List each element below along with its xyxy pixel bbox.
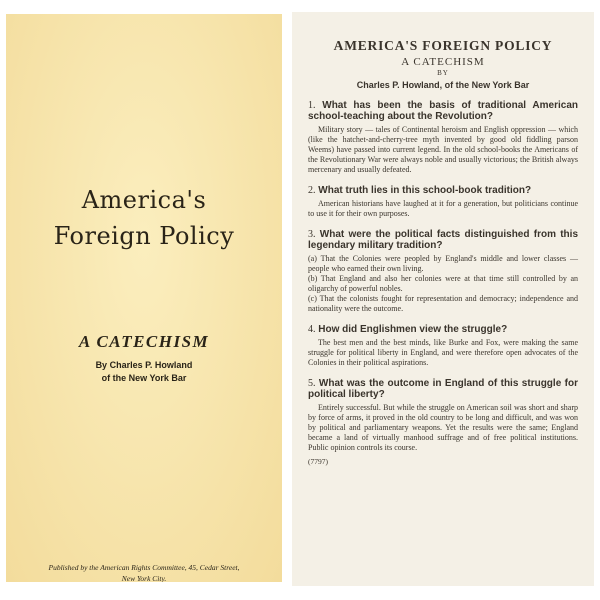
question-3	[308, 229, 578, 251]
cover-title-line2: Foreign Policy	[53, 222, 235, 250]
cover-page	[6, 14, 282, 582]
question-number: 4.	[308, 324, 316, 335]
question-number: 2.	[308, 185, 316, 196]
cover-publisher-line2: New York City.	[121, 574, 167, 582]
page-subtitle: A CATECHISM	[401, 56, 485, 68]
question-5	[308, 378, 578, 400]
answer-paragraph: Entirely successful. But while the struggle on American soil was short and sharp by force of arms, it proved in the old country to be long and difficult, and was won by political and parliamentary weapons. Yet the results were the same; England became a land of virtually manhood suffrage and of free political institutions. Public opinion controls its course.	[308, 403, 578, 452]
answer-paragraph: American historians have laughed at it for a generation, but politicians continue to use it for their own purposes.	[308, 199, 578, 218]
cover-byline-affiliation: of the New York Bar	[101, 373, 187, 383]
question-text: What truth lies in this school-book tradition?	[318, 185, 532, 196]
answer-paragraph: The best men and the best minds, like Burke and Fox, were making the same struggle for political liberty in England, and were therefore open advocates of the Colonies in their political aspirations.	[308, 338, 578, 367]
question-text: How did Englishmen view the struggle?	[318, 324, 508, 335]
cover-publisher-line1: Published by the American Rights Committee, 45, Cedar Street,	[48, 563, 240, 572]
cover-subtitle: A CATECHISM	[78, 332, 210, 351]
question-number: 3.	[308, 229, 316, 240]
question-text: What were the political facts distinguished from this legendary military tradition?	[308, 229, 579, 251]
author-line: Charles P. Howland, of the New York Bar	[356, 80, 530, 90]
page-title: AMERICA'S FOREIGN POLICY	[333, 38, 553, 53]
text-page	[292, 12, 594, 586]
catechism-list	[308, 100, 578, 453]
cover-byline: By Charles P. Howland	[95, 360, 193, 370]
cover-publisher	[24, 562, 264, 582]
question-number: 1.	[308, 100, 316, 111]
answer-paragraph: Military story — tales of Continental heroism and English oppression — which (like the hatchet-and-cherry-tree myth invented by good old fiddling parson Weems) have passed into current legend. In the old school-books the Americans of the Revolutionary War were always noble and usually victorious; the British always mercenary and usually defeated.	[308, 125, 578, 174]
answer-paragraph: (c) That the colonists fought for representation and democracy; independence and nationality were the outcome.	[308, 294, 578, 313]
question-4	[308, 324, 578, 335]
page-number: (7797)	[308, 457, 328, 466]
question-number: 5.	[308, 378, 316, 389]
question-text: What was the outcome in England of this struggle for political liberty?	[308, 378, 578, 400]
question-1	[308, 100, 578, 122]
cover-title-line1: America's	[81, 186, 207, 214]
answer-paragraph: (a) That the Colonies were peopled by England's middle and lower classes — people who earned their own living.	[308, 254, 578, 273]
answer-paragraph: (b) That England and also her colonies were at that time still controlled by an oligarchy of powerful nobles.	[308, 274, 578, 293]
question-2	[308, 185, 578, 196]
question-text: What has been the basis of traditional American school-teaching about the Revolution?	[308, 100, 578, 122]
by-label: BY	[437, 69, 449, 77]
